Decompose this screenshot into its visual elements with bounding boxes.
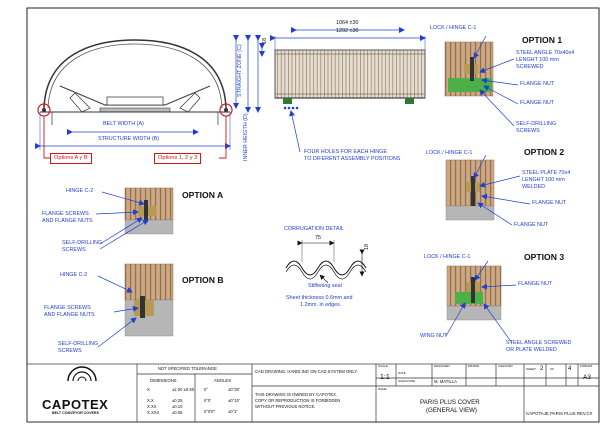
- designer-name: M. MATILLA: [434, 379, 457, 384]
- tol-value-0: ±2.00 ±0.50: [172, 387, 195, 392]
- tol-dim-1: X.X: [147, 398, 154, 403]
- sheet-count: 4: [568, 366, 572, 372]
- optionA-photo: [96, 188, 173, 249]
- option3-hinge: LOCK / HINGE C-1: [424, 254, 471, 260]
- dimensions-header: DIMENSIONS: [150, 378, 177, 383]
- belt-width-label: BELT WIDTH (A): [103, 121, 144, 127]
- optionA-flange-1: FLANGE SCREWS: [42, 211, 89, 217]
- option3-flange-nut: FLANGE NUT: [518, 281, 553, 287]
- option1-angle-line2: LENGHT 100 mm: [516, 57, 559, 63]
- tol-angle-0: 0°: [204, 387, 209, 392]
- stiffening-seal: Stiffening seal: [308, 283, 342, 289]
- optionA-self-drill-1: SELF-DRILLING: [62, 240, 103, 246]
- checked-label: CHECKED: [498, 364, 513, 368]
- drawing-title-line1: PARIS PLUS COVER: [420, 399, 480, 406]
- option1-flange-nut-1: FLANGE NUT: [520, 81, 555, 87]
- inner-height-label: INNER HEIGTH (D): [243, 113, 249, 161]
- corrugation-dim-height: 18: [364, 244, 370, 250]
- company-name: CAPOTEX: [42, 397, 109, 412]
- option2-hinge: LOCK / HINGE C-1: [426, 150, 473, 156]
- option3-angle-line1: STEEL ANGLE SCREWED: [506, 340, 572, 346]
- option2-plate-line2: LENGHT 100 mm: [522, 177, 565, 183]
- optionA-hinge: HINGE C-2: [66, 188, 94, 194]
- corrugation-detail: [286, 240, 366, 283]
- side-dim-height: 18: [262, 38, 268, 44]
- option2-flange-nut-2: FLANGE NUT: [514, 222, 549, 228]
- option1-photo: [445, 36, 518, 126]
- drawing-code: CAPOTAJE PARIS PLUS REV.C#: [526, 411, 593, 416]
- optionB-flange-1: FLANGE SCREWS: [44, 305, 91, 311]
- optionB-self-drill-1: SELF-DRILLING: [58, 341, 99, 347]
- sheet-number: 2: [540, 366, 544, 372]
- tol-value-3: ±0.05: [172, 410, 183, 415]
- tol-angle-tol-0: ±0°30': [228, 387, 240, 392]
- structure-width-label: STRUCTURE WIDTH (B): [98, 136, 160, 142]
- option1-self-drill-2: SCREWS: [516, 128, 540, 134]
- thickness-line2: 1.2mm. in edges.: [300, 302, 342, 308]
- option2-photo: [446, 155, 530, 225]
- designed-label: DESIGNED: [434, 364, 450, 368]
- format-label: FORMAT: [580, 364, 593, 368]
- straight-zone-label: STRAIGHT ZONE (C): [237, 44, 243, 97]
- option1-self-drill-1: SELF-DRILLING: [516, 121, 557, 127]
- of-label: OF: [550, 367, 555, 371]
- optionB-flange-2: AND FLANGE NUTS: [44, 312, 95, 318]
- sheet-label: SHEET: [526, 367, 537, 371]
- option1-flange-nut-2: FLANGE NUT: [520, 100, 555, 106]
- options-123-label: Options 1, 2 y 3: [154, 153, 201, 164]
- signature-label: SIGNATURE: [398, 379, 416, 383]
- holes-note-line2: TO DIFERENT ASSEMBLY POSITIONS: [304, 156, 401, 162]
- option2-plate-line3: WELDED: [522, 184, 546, 190]
- drawing-title-line2: (GENERAL VIEW): [426, 407, 477, 414]
- tol-angle-1: 0°0': [204, 398, 212, 403]
- optionB-hinge: HINGE C-2: [60, 272, 88, 278]
- thickness-line1: Sheet thickness 0.6mm and: [286, 295, 353, 301]
- owner-line3: WITHOUT PREVIOUS NOTICE.: [255, 404, 316, 409]
- tol-angle-2: 0°0'0": [204, 409, 215, 414]
- option2-plate-line1: STEEL PLATE 70x4: [522, 170, 571, 176]
- cad-note: CAD DRAWING. HANDLING ON CAD SYSTEM ONLY: [255, 369, 358, 374]
- option3-photo: [446, 261, 516, 343]
- option3-wing-nut: WING NUT: [420, 333, 448, 339]
- tol-dim-3: X.XXX: [147, 410, 160, 415]
- tol-value-1: ±0.25: [172, 398, 183, 403]
- side-dim-top: 1064 ±30: [336, 20, 359, 26]
- side-view: [262, 30, 425, 152]
- optionA-flange-2: AND FLANGE NUTS: [42, 218, 93, 224]
- option1-hinge: LOCK / HINGE C-1: [430, 25, 477, 31]
- owner-line2: COPY OR REPRODUCTION IS FORBIDDEN: [255, 398, 341, 403]
- optionB-photo: [98, 264, 173, 347]
- scale-value: 1:1: [380, 374, 390, 381]
- optionB-title: OPTION B: [182, 275, 224, 285]
- capotex-logo-mark: [66, 367, 98, 396]
- option2-title: OPTION 2: [524, 147, 565, 157]
- company-subtitle: BELT CONVEYOR COVERS: [52, 411, 99, 415]
- tol-angle-tol-1: ±0°10': [228, 398, 240, 403]
- tol-dim-0: X: [147, 387, 150, 392]
- side-dim-total: 1292 ±30: [336, 28, 359, 34]
- optionB-self-drill-2: SCREWS: [58, 348, 82, 354]
- owner-line1: THIS DRAWING IS OWNED BY CAPOTEX.: [255, 392, 338, 397]
- scale-label: SCALE: [378, 364, 388, 368]
- optionA-title: OPTION A: [182, 190, 224, 200]
- angles-header: ANGLES: [214, 378, 231, 383]
- option2-flange-nut-1: FLANGE NUT: [532, 200, 567, 206]
- option1-angle-line3: SCREWED: [516, 64, 544, 70]
- option1-title: OPTION 1: [522, 35, 563, 45]
- option3-angle-line2: OR PLATE WELDED: [506, 347, 557, 353]
- tol-value-2: ±0.10: [172, 404, 183, 409]
- tol-angle-tol-2: ±0°2': [228, 409, 238, 414]
- tol-dim-2: X.XX: [147, 404, 157, 409]
- holes-note-line1: FOUR HOLES FOR EACH HINGE: [304, 149, 387, 155]
- options-ab-label: Options A y B: [50, 153, 92, 164]
- corrugation-title: CORRUGATION DETAIL: [284, 226, 344, 232]
- corrugation-dim-width: 75: [315, 235, 321, 241]
- drawn-label: DRAWN: [468, 364, 480, 368]
- optionA-self-drill-2: SCREWS: [62, 247, 86, 253]
- name-label: NAME: [378, 387, 387, 391]
- format-value: A3: [583, 374, 591, 381]
- option3-title: OPTION 3: [524, 252, 565, 262]
- date-label: DATE: [398, 371, 406, 375]
- tolerance-header: NOT SPECIFIED TOLERANGE: [158, 366, 217, 371]
- option1-angle-line1: STEEL ANGLE 70x40x4: [516, 50, 575, 56]
